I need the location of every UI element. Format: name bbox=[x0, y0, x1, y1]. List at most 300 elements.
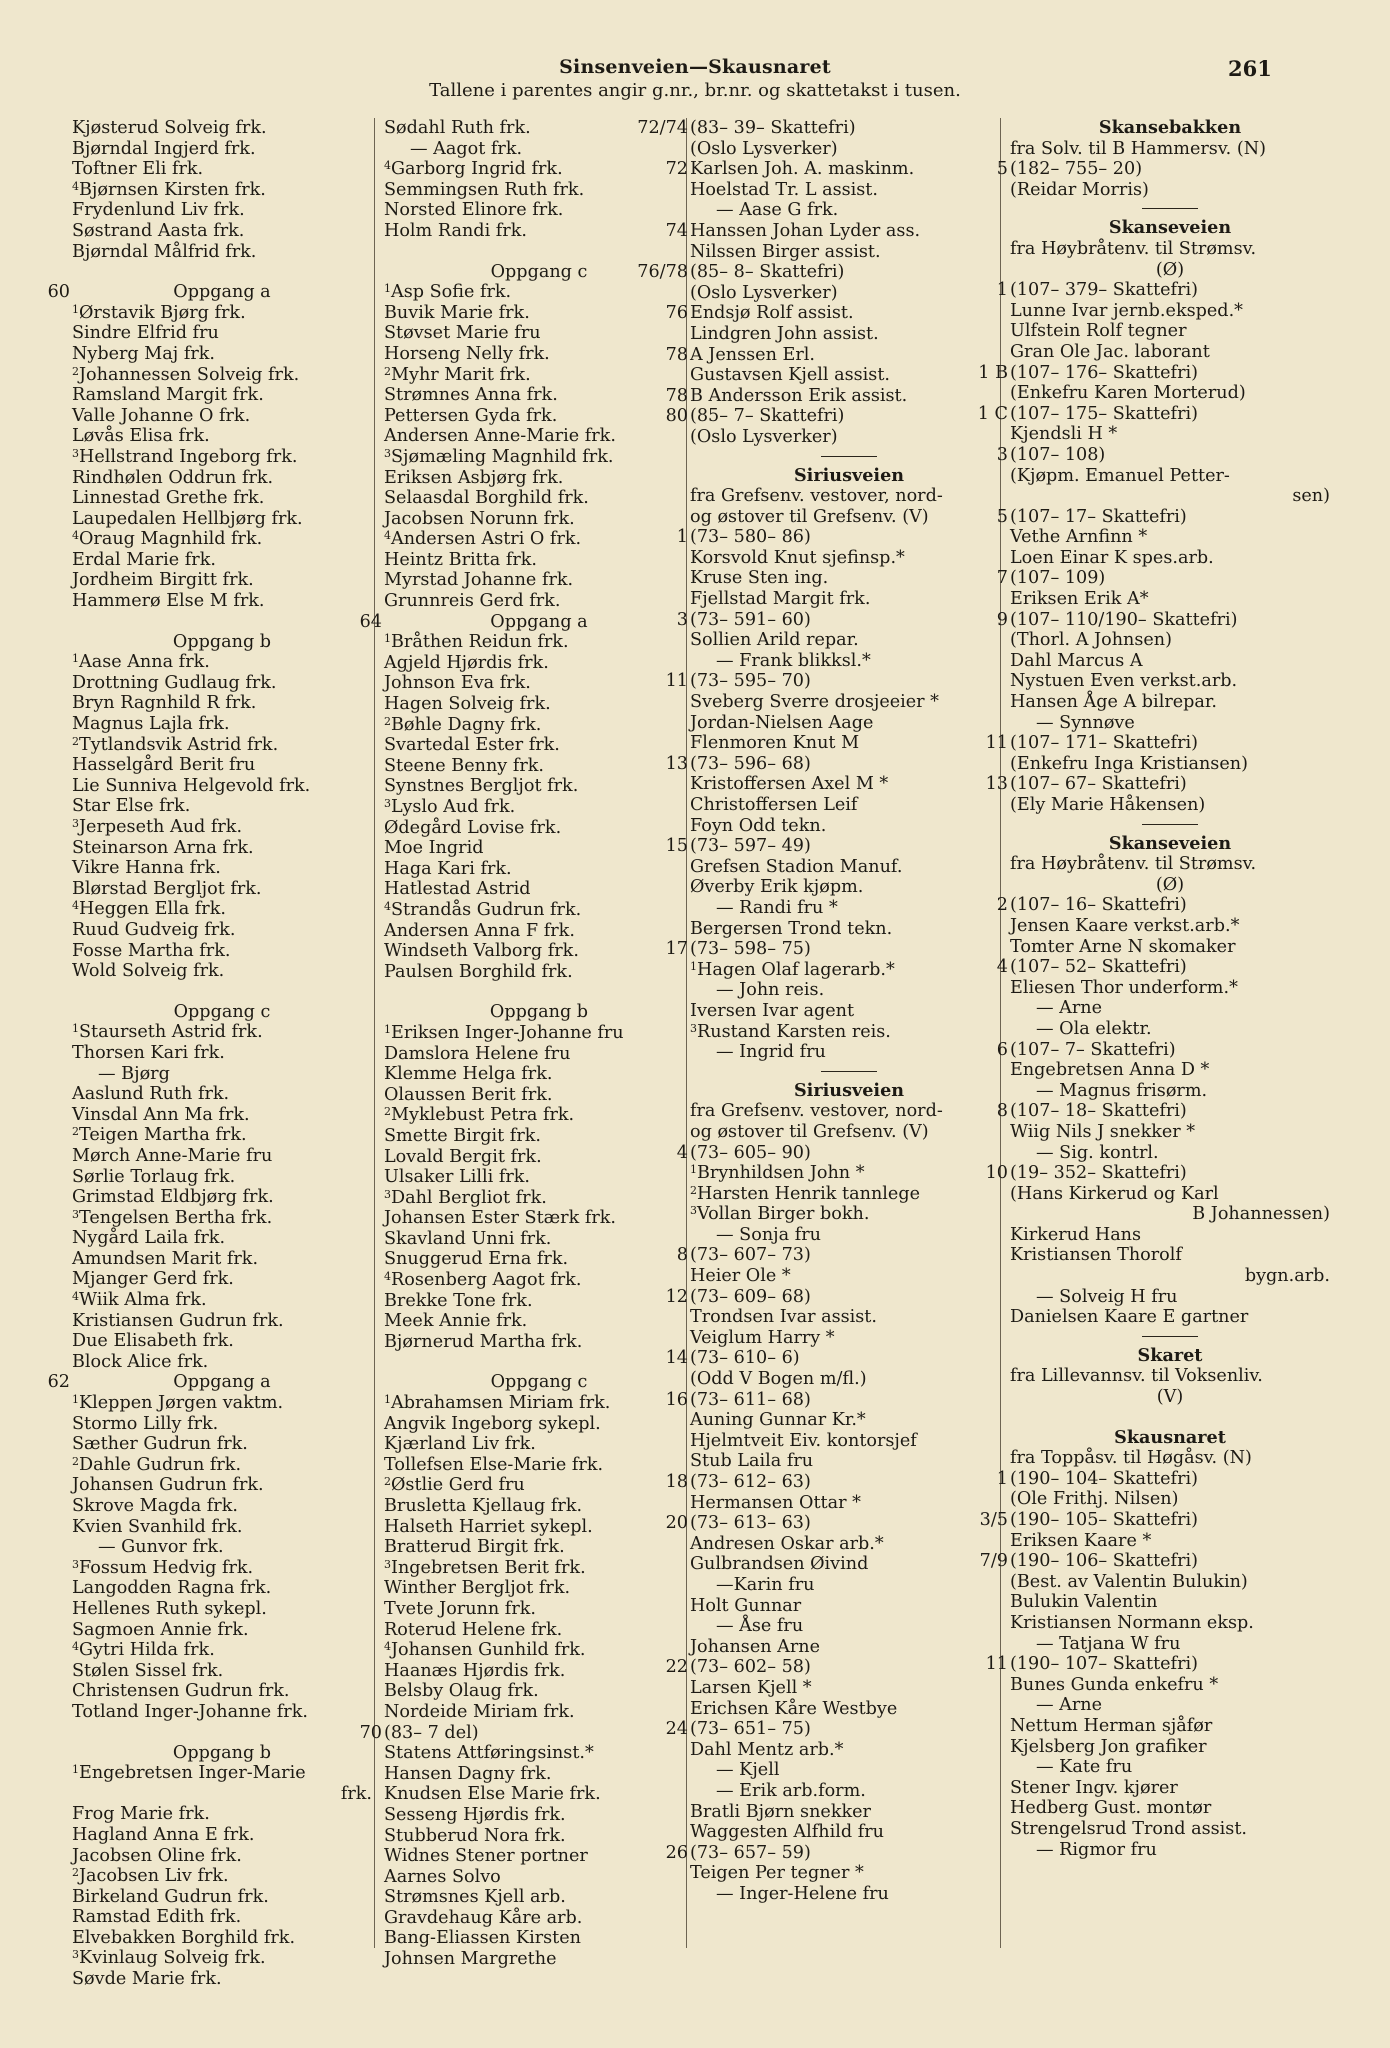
entry-text: Skanseveien bbox=[1108, 217, 1232, 239]
directory-line bbox=[690, 1863, 1008, 1884]
directory-line bbox=[1010, 1531, 1330, 1552]
house-number: 3 bbox=[996, 444, 1008, 465]
entry-text: Gravdehaug Kåre arb. bbox=[384, 1907, 583, 1928]
directory-line bbox=[384, 735, 694, 756]
spacer bbox=[384, 242, 694, 262]
page-title: Sinsenveien—Skausnaret bbox=[559, 56, 831, 78]
entry-text: Bjørndal Ingjerd frk. bbox=[72, 138, 256, 159]
address-entry bbox=[985, 733, 1330, 754]
entry-text: Oppgang c bbox=[490, 1372, 588, 1393]
directory-line bbox=[384, 1702, 694, 1723]
entry-text: Lie Sunniva Helgevold frk. bbox=[72, 775, 311, 796]
address-entry bbox=[665, 1719, 1008, 1740]
directory-line bbox=[384, 797, 694, 818]
address-entry bbox=[676, 527, 1008, 548]
entry-text: Østlie Gerd fru bbox=[391, 1475, 525, 1496]
directory-line bbox=[384, 673, 694, 694]
entry-text: — Inger-Helene fru bbox=[716, 1883, 889, 1904]
floor-marker: 1 bbox=[72, 652, 79, 666]
directory-line bbox=[72, 323, 372, 344]
house-number: 10 bbox=[985, 1163, 1008, 1184]
entry-text: Kleppen Jørgen vaktm. bbox=[79, 1393, 284, 1414]
section-rule bbox=[1142, 1336, 1198, 1337]
entry-text: Sagmoen Annie frk. bbox=[72, 1619, 249, 1640]
entry-text: Kvinlaug Solveig frk. bbox=[79, 1948, 266, 1969]
directory-line bbox=[1010, 1489, 1330, 1510]
entry-text: (Hans Kirkerud og Karl bbox=[1010, 1183, 1219, 1204]
entry-text: B Johannessen) bbox=[1192, 1204, 1330, 1225]
spacer bbox=[384, 1352, 694, 1372]
house-number: 5 bbox=[996, 506, 1008, 527]
section-rule bbox=[821, 1071, 877, 1072]
entry-text: Kristiansen Normann eksp. bbox=[1010, 1612, 1254, 1633]
entry-text: (107– 16– Skattefri) bbox=[1010, 895, 1187, 916]
directory-line bbox=[384, 529, 694, 550]
directory-line bbox=[690, 1307, 1008, 1328]
entry-text: Sødahl Ruth frk. bbox=[384, 118, 531, 138]
entry-text: — Frank blikksl.* bbox=[716, 650, 871, 671]
directory-line bbox=[384, 1640, 694, 1661]
entry-text: Teigen Martha frk. bbox=[79, 1125, 247, 1146]
entry-text: Jordan-Nielsen Aage bbox=[690, 712, 874, 733]
directory-line bbox=[384, 1044, 694, 1065]
directory-line bbox=[72, 899, 372, 920]
directory-line bbox=[72, 920, 372, 941]
directory-column-4 bbox=[977, 117, 1330, 1860]
directory-line bbox=[384, 1928, 694, 1949]
entry-text: (190– 105– Skattefri) bbox=[1010, 1510, 1198, 1530]
entry-text: Oppgang b bbox=[172, 1742, 272, 1763]
entry-text: Johnsen Margrethe bbox=[384, 1949, 557, 1970]
house-number: 7 bbox=[996, 568, 1008, 589]
address-entry bbox=[676, 1245, 1008, 1266]
entry-text: Asp Sofie frk. bbox=[391, 282, 512, 303]
address-entry bbox=[665, 1657, 1008, 1678]
entry-text: Grimstad Eldbjørg frk. bbox=[72, 1187, 274, 1208]
directory-line bbox=[384, 859, 694, 880]
directory-line bbox=[72, 1496, 372, 1517]
floor-marker: 2 bbox=[72, 1125, 79, 1139]
entry-text: Hagen Olaf lagerarb.* bbox=[697, 959, 895, 980]
entry-text: — Åse fru bbox=[716, 1616, 804, 1637]
house-number: 18 bbox=[665, 1472, 688, 1492]
address-entry bbox=[47, 1372, 372, 1393]
entry-text: Søstrand Aasta frk. bbox=[72, 220, 245, 241]
entry-text: Kvien Svanhild frk. bbox=[72, 1516, 243, 1537]
entry-text: Kristiansen Gudrun frk. bbox=[72, 1310, 284, 1331]
floor-marker: 4 bbox=[384, 529, 391, 543]
directory-line bbox=[1010, 383, 1330, 404]
entry-text: Bjørnerud Martha frk. bbox=[384, 1331, 583, 1352]
entry-text: (Ø) bbox=[1155, 259, 1185, 280]
directory-line bbox=[384, 818, 694, 839]
directory-line bbox=[1010, 139, 1330, 160]
directory-line bbox=[690, 200, 1008, 221]
entry-text: Haanæs Hjørdis frk. bbox=[384, 1660, 566, 1681]
entry-text: Skaret bbox=[1137, 1344, 1203, 1366]
entry-text: (85– 7– Skattefri) bbox=[690, 406, 845, 427]
entry-text: (Oslo Lysverker) bbox=[690, 138, 838, 159]
entry-text: — Ola elektr. bbox=[1036, 1018, 1152, 1039]
directory-line bbox=[384, 1887, 694, 1908]
entry-text: Eriksen Inger-Johanne fru bbox=[391, 1022, 624, 1043]
directory-line bbox=[72, 1022, 372, 1043]
entry-text: Hermansen Ottar * bbox=[690, 1492, 861, 1513]
house-number: 1 bbox=[996, 280, 1008, 301]
directory-line bbox=[72, 1352, 372, 1373]
directory-line bbox=[72, 1640, 372, 1661]
directory-line bbox=[690, 1039, 1008, 1063]
entry-text: Linnestad Grethe frk. bbox=[72, 488, 265, 509]
street-heading bbox=[1010, 1346, 1330, 1367]
entry-text: Amundsen Marit frk. bbox=[72, 1248, 259, 1269]
entry-text: Eliesen Thor underform.* bbox=[1010, 977, 1238, 998]
directory-line bbox=[384, 1208, 694, 1229]
directory-line bbox=[72, 796, 372, 817]
entry-text: Foyn Odd tekn. bbox=[690, 815, 827, 836]
entry-text: (107– 175– Skattefri) bbox=[1010, 403, 1198, 424]
entry-text: Sjømæling Magnhild frk. bbox=[391, 446, 614, 467]
directory-line bbox=[72, 139, 372, 160]
entry-text: (73– 598– 75) bbox=[690, 939, 811, 960]
entry-text: Erdal Marie frk. bbox=[72, 549, 216, 570]
directory-line bbox=[384, 550, 694, 571]
entry-text: Endsjø Rolf assist. bbox=[690, 303, 854, 324]
entry-text: (Best. av Valentin Bulukin) bbox=[1010, 1571, 1248, 1592]
entry-text: Gulbrandsen Øivind bbox=[690, 1554, 869, 1575]
address-entry bbox=[996, 159, 1330, 180]
entry-text: Toftner Eli frk. bbox=[72, 159, 204, 180]
house-number: 16 bbox=[665, 1389, 688, 1410]
entry-text: Dahl Bergliot frk. bbox=[391, 1187, 547, 1208]
page-number: 261 bbox=[1228, 56, 1272, 81]
entry-text: Nilssen Birger assist. bbox=[690, 241, 881, 262]
entry-text: Vethe Arnfinn * bbox=[1010, 527, 1148, 548]
directory-line bbox=[1010, 1266, 1330, 1287]
floor-marker: 2 bbox=[72, 734, 79, 748]
directory-line bbox=[384, 159, 694, 180]
entry-text: (19– 352– Skattefri) bbox=[1010, 1163, 1187, 1184]
entry-text: Brekke Tone frk. bbox=[384, 1290, 533, 1311]
directory-line bbox=[690, 568, 1008, 589]
entry-text: Eriksen Kaare * bbox=[1010, 1530, 1152, 1551]
house-number: 1 B bbox=[978, 362, 1008, 383]
directory-line bbox=[690, 324, 1008, 345]
entry-text: (Kjøpm. Emanuel Petter- bbox=[1010, 465, 1230, 486]
entry-text: Andersen Anne-Marie frk. bbox=[384, 426, 616, 447]
directory-line bbox=[1010, 342, 1330, 363]
directory-line bbox=[1010, 692, 1330, 713]
house-number: 11 bbox=[985, 733, 1008, 754]
directory-line bbox=[72, 1969, 372, 1990]
directory-line bbox=[72, 1167, 372, 1188]
address-entry bbox=[996, 895, 1330, 916]
entry-text: Johansen Gunhild frk. bbox=[391, 1640, 586, 1661]
entry-text: Hoelstad Tr. L assist. bbox=[690, 179, 878, 200]
directory-line bbox=[690, 713, 1008, 734]
directory-line bbox=[384, 1475, 694, 1496]
entry-text: Bråthen Reidun frk. bbox=[391, 632, 569, 653]
entry-text: Skavland Unni frk. bbox=[384, 1228, 552, 1249]
directory-line bbox=[384, 838, 694, 859]
directory-line bbox=[1010, 1184, 1330, 1205]
directory-line bbox=[384, 1167, 694, 1188]
entry-text: Eriksen Asbjørg frk. bbox=[384, 467, 564, 488]
page-subtitle: Tallene i parentes angir g.nr., br.nr. og skattetakst i tusen. bbox=[429, 80, 961, 101]
house-number: 7/9 bbox=[979, 1551, 1008, 1572]
entry-text: (Ely Marie Håkensen) bbox=[1010, 795, 1206, 815]
house-number: 74 bbox=[665, 220, 688, 241]
entry-text: Widnes Stener portner bbox=[384, 1846, 588, 1867]
directory-line bbox=[384, 1949, 694, 1970]
entry-text: Gran Ole Jac. laborant bbox=[1010, 341, 1210, 362]
directory-line bbox=[384, 941, 694, 962]
directory-line bbox=[1010, 1204, 1330, 1225]
floor-marker: 3 bbox=[690, 1204, 697, 1218]
directory-line bbox=[72, 221, 372, 242]
directory-line bbox=[384, 653, 694, 674]
directory-line bbox=[384, 570, 694, 591]
entry-text: Buvik Marie frk. bbox=[384, 302, 530, 323]
directory-line bbox=[384, 468, 694, 489]
entry-text: Mørch Anne-Marie fru bbox=[72, 1145, 273, 1166]
entry-text: Bratterud Birgit frk. bbox=[384, 1537, 565, 1558]
directory-line bbox=[72, 447, 372, 468]
entry-text: Korsvold Knut sjefinsp.* bbox=[690, 547, 905, 568]
entry-text: (73– 580– 86) bbox=[690, 527, 811, 548]
directory-line bbox=[72, 817, 372, 838]
entry-text: Steinarson Arna frk. bbox=[72, 837, 254, 858]
directory-line bbox=[72, 426, 372, 447]
directory-line bbox=[1010, 1143, 1330, 1164]
directory-line bbox=[384, 1867, 694, 1888]
entry-text: Andresen Oskar arb.* bbox=[690, 1533, 884, 1554]
directory-line bbox=[690, 242, 1008, 263]
entry-text: Jordheim Birgitt frk. bbox=[72, 570, 254, 591]
entry-text: fra Solv. til B Hammersv. (N) bbox=[1010, 138, 1266, 159]
entry-text: (73– 609– 68) bbox=[690, 1286, 811, 1307]
entry-text: (Enkefru Karen Morterud) bbox=[1010, 383, 1246, 404]
directory-line bbox=[384, 1558, 694, 1579]
entry-text: fra Grefsenv. vestover, nord- bbox=[690, 1101, 943, 1122]
directory-line bbox=[690, 1369, 1008, 1390]
entry-text: — Solveig H fru bbox=[1036, 1286, 1178, 1307]
entry-text: — Kjell bbox=[716, 1760, 780, 1781]
address-entry bbox=[996, 1468, 1330, 1490]
entry-text: (V) bbox=[1156, 1387, 1184, 1408]
entry-text: (107– 67– Skattefri) bbox=[1010, 774, 1187, 795]
entry-text: — Arne bbox=[1036, 1695, 1103, 1716]
directory-line bbox=[72, 1537, 372, 1558]
entry-text: — Tatjana W fru bbox=[1036, 1633, 1181, 1654]
directory-line bbox=[72, 1825, 372, 1846]
directory-line bbox=[384, 1826, 694, 1847]
entry-text: Brusletta Kjellaug frk. bbox=[384, 1496, 583, 1516]
entry-text: Oppgang b bbox=[172, 631, 272, 652]
entry-text: —Karin fru bbox=[716, 1574, 815, 1595]
directory-line bbox=[384, 879, 694, 900]
entry-text: (107– 110/190– Skattefri) bbox=[1010, 609, 1238, 630]
entry-text: Ørstavik Bjørg frk. bbox=[79, 302, 246, 323]
directory-line bbox=[690, 283, 1008, 304]
entry-text: Danielsen Kaare E gartner bbox=[1010, 1307, 1249, 1328]
floor-marker: 4 bbox=[384, 1270, 391, 1284]
directory-line bbox=[72, 1661, 372, 1682]
directory-line bbox=[1010, 671, 1330, 692]
floor-marker: 3 bbox=[384, 446, 391, 460]
entry-text: Nystuen Even verkst.arb. bbox=[1010, 671, 1238, 692]
directory-line bbox=[1010, 795, 1330, 816]
house-number: 8 bbox=[996, 1101, 1008, 1122]
address-entry bbox=[979, 1551, 1330, 1572]
house-number: 1 C bbox=[977, 403, 1008, 424]
floor-marker: 2 bbox=[690, 1183, 697, 1197]
house-number: 24 bbox=[665, 1719, 688, 1740]
house-number: 11 bbox=[665, 671, 688, 692]
directory-line bbox=[384, 139, 694, 160]
directory-line bbox=[72, 673, 372, 694]
directory-line bbox=[72, 1434, 372, 1455]
entry-text: Larsen Kjell * bbox=[690, 1677, 812, 1698]
entry-text: Lyslo Aud frk. bbox=[391, 797, 516, 817]
entry-text: Oraug Magnhild frk. bbox=[79, 529, 263, 550]
spacer bbox=[72, 612, 372, 632]
directory-line bbox=[1010, 875, 1330, 896]
entry-text: Lovald Bergit frk. bbox=[384, 1146, 542, 1167]
entry-text: Staurseth Astrid frk. bbox=[79, 1022, 263, 1043]
directory-line bbox=[384, 488, 694, 509]
entry-text: (107– 171– Skattefri) bbox=[1010, 733, 1198, 754]
entry-text: Skansebakken bbox=[1098, 117, 1242, 138]
directory-line bbox=[1010, 1716, 1330, 1737]
directory-line bbox=[384, 632, 694, 653]
entry-text: Grunnreis Gerd frk. bbox=[384, 591, 561, 612]
directory-line bbox=[384, 921, 694, 942]
entry-text: Bjørndal Målfrid frk. bbox=[72, 241, 257, 262]
entry-text: Eriksen Erik A* bbox=[1010, 589, 1149, 610]
floor-marker: 4 bbox=[72, 179, 79, 193]
entry-text: Tytlandsvik Astrid frk. bbox=[79, 734, 279, 755]
directory-line bbox=[72, 1455, 372, 1476]
entry-text: (83– 7 del) bbox=[384, 1722, 479, 1743]
entry-text: (73– 612– 63) bbox=[690, 1472, 811, 1492]
directory-line bbox=[690, 1225, 1008, 1246]
entry-text: Roterud Helene frk. bbox=[384, 1619, 563, 1640]
directory-line bbox=[72, 529, 372, 550]
entry-text: Oppgang a bbox=[173, 282, 271, 303]
entry-text: Vinsdal Ann Ma frk. bbox=[72, 1104, 250, 1125]
entry-text: Rustand Karsten reis. bbox=[697, 1021, 891, 1042]
entry-text: Johnson Eva frk. bbox=[384, 673, 531, 694]
floor-marker: 1 bbox=[384, 1022, 391, 1036]
directory-line bbox=[384, 282, 694, 303]
house-number: 60 bbox=[47, 282, 70, 303]
house-number: 11 bbox=[985, 1654, 1008, 1675]
entry-text: Aaslund Ruth frk. bbox=[72, 1084, 230, 1105]
entry-text: — Synnøve bbox=[1036, 712, 1135, 733]
address-entry bbox=[985, 1163, 1330, 1184]
floor-marker: 2 bbox=[384, 714, 391, 728]
entry-text: Heier Ole * bbox=[690, 1266, 791, 1287]
floor-marker: 3 bbox=[72, 1557, 79, 1571]
directory-line bbox=[72, 1804, 372, 1825]
entry-text: Smette Birgit frk. bbox=[384, 1125, 541, 1146]
directory-line bbox=[1010, 486, 1330, 507]
entry-text: Tomter Arne N skomaker bbox=[1010, 936, 1236, 957]
directory-line bbox=[690, 362, 1008, 386]
entry-text: og østover til Grefsenv. (V) bbox=[690, 506, 929, 527]
directory-line bbox=[384, 1784, 694, 1805]
directory-line bbox=[384, 509, 694, 530]
directory-line bbox=[384, 1023, 694, 1044]
directory-line bbox=[72, 755, 372, 776]
entry-text: Hasselgård Berit fru bbox=[72, 755, 256, 776]
spacer bbox=[1010, 1408, 1330, 1428]
entry-text: Kirkerud Hans bbox=[1010, 1224, 1142, 1245]
spacer bbox=[72, 982, 372, 1002]
entry-text: Svartedal Ester frk. bbox=[384, 735, 560, 756]
entry-text: Heggen Ella frk. bbox=[79, 899, 226, 920]
directory-line bbox=[384, 962, 694, 983]
floor-marker: 1 bbox=[72, 1393, 79, 1407]
directory-line bbox=[72, 858, 372, 879]
directory-line bbox=[1010, 998, 1330, 1019]
directory-line bbox=[1010, 1081, 1330, 1102]
entry-text: Hjelmtveit Eiv. kontorsjef bbox=[690, 1430, 917, 1451]
entry-text: Dahl Mentz arb.* bbox=[690, 1739, 844, 1760]
address-entry bbox=[996, 1101, 1330, 1122]
directory-line bbox=[72, 1743, 372, 1764]
directory-line bbox=[384, 1002, 694, 1023]
directory-line bbox=[72, 652, 372, 673]
entry-text: Horseng Nelly frk. bbox=[384, 343, 550, 364]
floor-marker: 4 bbox=[72, 899, 79, 913]
entry-text: Kristoffersen Axel M * bbox=[690, 774, 889, 795]
directory-line bbox=[384, 1311, 694, 1332]
entry-text: Windseth Valborg frk. bbox=[384, 941, 579, 962]
entry-text: fra Høybråtenv. til Strømsv. bbox=[1010, 238, 1257, 259]
house-number: 17 bbox=[665, 939, 688, 960]
house-number: 8 bbox=[676, 1245, 688, 1266]
entry-text: Ingebretsen Berit frk. bbox=[391, 1557, 586, 1578]
house-number: 80 bbox=[665, 406, 688, 427]
entry-text: — John reis. bbox=[716, 980, 825, 1001]
floor-marker: 1 bbox=[72, 1763, 79, 1777]
entry-text: (107– 52– Skattefri) bbox=[1010, 957, 1187, 978]
entry-text: Myrstad Johanne frk. bbox=[384, 570, 574, 591]
entry-text: Haga Kari frk. bbox=[384, 858, 512, 879]
directory-line bbox=[1010, 1695, 1330, 1716]
entry-text: Bunes Gunda enkefru * bbox=[1010, 1674, 1219, 1695]
entry-text: Sæther Gudrun frk. bbox=[72, 1434, 248, 1455]
directory-line bbox=[1010, 1798, 1330, 1819]
entry-text: — Sonja fru bbox=[716, 1224, 821, 1245]
entry-text: Ramstad Edith frk. bbox=[72, 1907, 242, 1928]
spacer bbox=[384, 982, 694, 1002]
directory-line bbox=[1010, 239, 1330, 260]
directory-column-1 bbox=[47, 118, 372, 1990]
directory-line bbox=[1010, 1060, 1330, 1081]
house-number: 3 bbox=[676, 609, 688, 630]
entry-text: Hanssen Johan Lyder ass. bbox=[690, 220, 921, 241]
entry-text: Oppgang b bbox=[489, 1002, 589, 1023]
house-number: 3/5 bbox=[979, 1510, 1008, 1530]
entry-text: (73– 610– 6) bbox=[690, 1348, 800, 1369]
entry-text: Nyberg Maj frk. bbox=[72, 343, 216, 364]
entry-text: Due Elisabeth frk. bbox=[72, 1331, 234, 1352]
entry-text: Jacobsen Liv frk. bbox=[79, 1866, 229, 1887]
directory-line bbox=[690, 630, 1008, 651]
